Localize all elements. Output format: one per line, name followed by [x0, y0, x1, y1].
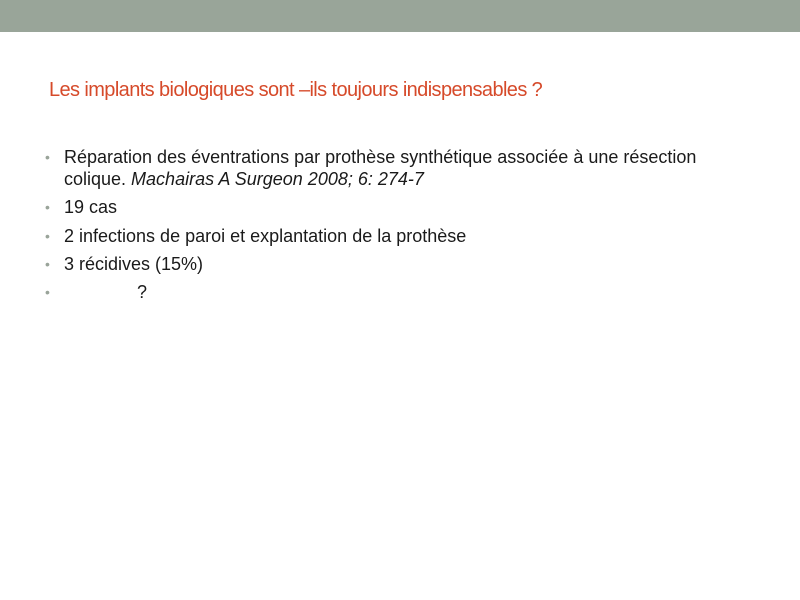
bullet-item-case-count	[44, 196, 744, 218]
bullet-text: 19 cas	[64, 197, 118, 217]
slide-title: Les implants biologiques sont –ils toujours indispensables ?	[49, 79, 543, 101]
bullet-text: Réparation des éventrations par prothèse synthétique associée à une résection colique.	[64, 147, 697, 189]
bullet-item-recurrences	[44, 253, 744, 275]
bullet-dot-icon: •	[45, 149, 50, 165]
question-mark: ?	[137, 282, 148, 302]
bullet-text: 2 infections de paroi et explantation de la prothèse	[64, 226, 467, 246]
bullet-text: 3 récidives (15%)	[64, 254, 204, 274]
bullet-item-question	[44, 281, 744, 303]
top-banner	[0, 0, 800, 32]
bullet-list	[44, 146, 744, 309]
bullet-dot-icon: •	[45, 199, 50, 215]
bullet-dot-icon: •	[45, 284, 50, 300]
bullet-item-repair-study	[44, 146, 744, 190]
bullet-reference: Machairas A Surgeon 2008; 6: 274-7	[131, 169, 424, 189]
bullet-dot-icon: •	[45, 256, 50, 272]
bullet-item-infections	[44, 225, 744, 247]
bullet-dot-icon: •	[45, 228, 50, 244]
